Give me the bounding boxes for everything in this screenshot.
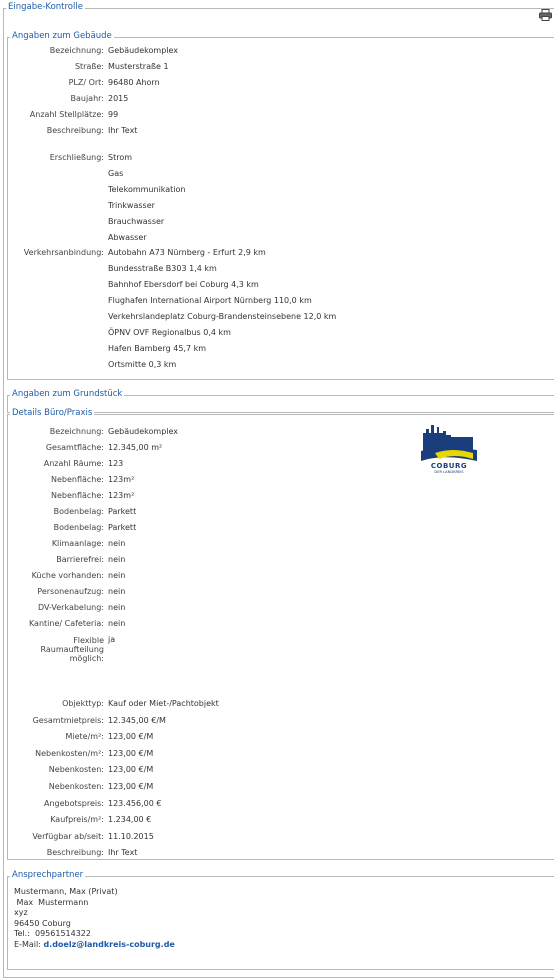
field-row [8,123,554,139]
field-value: ÖPNV OVF Regionalbus 0,4 km [108,328,231,337]
field-label: Barrierefrei: [56,555,104,564]
field-label: Beschreibung: [46,848,104,858]
field-label: PLZ/ Ort: [68,78,104,87]
field-label: Anzahl Räume: [43,459,104,468]
field-label: Gesamtmietpreis: [32,715,104,725]
field-label: Personenaufzug: [37,587,104,596]
field-label: Klimaanlage: [51,539,104,548]
field-row [8,472,554,488]
field-value: nein [108,571,126,580]
field-value: 123,00 €/M [108,782,154,791]
field-label: DV-Verkabelung: [37,603,104,612]
field-row [8,584,554,600]
field-value: nein [108,603,126,612]
field-value: 2015 [108,94,129,103]
page-title: Eingabe-Kontrolle [8,2,83,12]
field-row [8,309,554,325]
field-label: Nebenkosten/m²: [35,748,104,758]
field-value: 123 [108,459,124,468]
gebaeude-section-title: Angaben zum Gebäude [12,31,112,41]
field-label: Verkehrsanbindung: [23,248,104,257]
field-value: 1.234,00 € [108,815,152,825]
field-value: Flughafen International Airport Nürnberg 110,0 km [108,296,312,305]
field-value: 123,00 €/M [108,765,154,775]
field-row [8,713,554,729]
grundstueck-section-title: Angaben zum Grundstück [12,389,123,399]
field-value: Autobahn A73 Nürnberg - Erfurt 2,9 km [108,248,266,257]
field-label: Bezeichnung: [49,46,104,55]
field-value: 123,00 €/M [108,748,154,758]
email-label: E-Mail: [14,939,44,949]
field-label: Baujahr: [70,94,104,103]
field-value: Abwasser [108,233,147,242]
field-value: 12.345,00 m² [108,443,163,452]
field-value: nein [108,555,126,564]
buero-section-title: Details Büro/Praxis [12,408,93,418]
field-value: Verkehrslandeplatz Coburg-Brandensteinsebene 12,0 km [108,312,337,321]
field-row [8,520,554,536]
field-row [8,616,554,632]
field-row [8,779,554,795]
field-label: Angebotspreis: [43,798,104,808]
field-row [8,746,554,762]
field-row [8,293,554,309]
field-label: Nebenfläche: [50,475,104,484]
field-row [8,43,554,59]
field-value: Trinkwasser [108,201,155,210]
field-value: 123.456,00 € [108,798,162,808]
field-label: Nebenfläche: [50,491,104,500]
field-value: 123m² [108,475,135,484]
field-row [8,762,554,778]
gebaeude-section [7,37,554,380]
contact-email-row [14,939,175,950]
field-value: Parkett [108,523,137,532]
field-value: 12.345,00 €/M [108,715,166,725]
field-row [8,796,554,812]
contact-line: Mustermann, Max (Privat) [14,887,118,896]
coburg-logo [421,423,477,473]
field-label: Kantine/ Cafeteria: [28,619,104,628]
field-value: Bundesstraße B303 1,4 km [108,264,217,273]
contact-line: 96450 Coburg [14,918,71,928]
field-label: Nebenkosten: [48,782,104,791]
contact-line: Tel.: 09561514322 [14,929,91,938]
field-value: Kauf oder Miet-/Pachtobjekt [108,699,219,708]
field-label: Anzahl Stellplätze: [29,110,104,119]
contact-line: Max Mustermann [14,897,89,907]
field-value: nein [108,587,126,596]
field-label: Straße: [74,62,104,71]
field-label: Flexible Raumaufteilung möglich: [40,636,104,663]
field-row [8,261,554,277]
field-row [8,812,554,828]
field-value: 123,00 €/M [108,732,154,742]
field-value: Gebäudekomplex [108,427,179,436]
field-row [8,59,554,75]
kontakt-section [7,876,554,970]
field-value: Gas [108,169,124,178]
field-value: nein [108,539,126,548]
field-row [8,729,554,745]
field-value: Ortsmitte 0,3 km [108,360,177,369]
field-row [8,166,554,182]
field-row [8,182,554,198]
contact-line: xyz [14,908,28,917]
field-value: Brauchwasser [108,217,165,226]
field-label: Erschließung: [49,153,104,162]
field-value: Hafen Bamberg 45,7 km [108,344,207,353]
field-row [8,845,554,861]
field-row [8,325,554,341]
field-label: Bodenbelag: [53,507,104,516]
field-value: 99 [108,110,119,119]
field-value: Parkett [108,507,137,516]
field-label: Miete/m²: [65,732,104,742]
field-row [8,829,554,845]
field-value: nein [108,619,126,628]
field-row [8,107,554,123]
field-value: Ihr Text [108,126,138,135]
field-value: Gebäudekomplex [108,46,179,55]
field-row [8,568,554,584]
field-row [8,488,554,504]
field-value: Musterstraße 1 [108,62,169,71]
field-row [8,552,554,568]
field-value: Telekommunikation [108,185,186,194]
logo-subline: DER LANDKREIS [434,470,464,473]
field-value: 96480 Ahorn [108,78,160,87]
email-link[interactable]: d.doelz@landkreis-coburg.de [43,939,175,949]
field-value: Strom [108,153,133,162]
field-row [8,696,554,712]
field-label: Bodenbelag: [53,523,104,532]
buero-section [7,414,554,860]
field-row [8,150,554,166]
field-row [8,357,554,373]
field-row [8,214,554,230]
field-row [8,245,554,261]
field-row [8,600,554,616]
field-row [8,341,554,357]
field-value: Ihr Text [108,848,138,858]
field-label: Gesamtfläche: [45,443,104,452]
printer-icon[interactable] [539,9,552,21]
field-value: ja [108,635,116,644]
field-row [8,230,554,246]
field-row [8,198,554,214]
field-label: Objekttyp: [62,699,104,708]
field-label: Kaufpreis/m²: [50,815,104,825]
field-label: Nebenkosten: [48,765,104,775]
field-value: Bahnhof Ebersdorf bei Coburg 4,3 km [108,280,259,289]
field-row [8,91,554,107]
field-value: 11.10.2015 [108,831,154,841]
field-row [8,75,554,91]
field-label: Verfügbar ab/seit: [32,831,104,841]
field-label: Bezeichnung: [49,427,104,436]
field-row [8,504,554,520]
field-row [8,277,554,293]
kontakt-section-title: Ansprechpartner [12,870,84,880]
field-row [8,536,554,552]
field-label: Beschreibung: [46,126,104,135]
field-label: Küche vorhanden: [31,571,104,580]
field-value: 123m² [108,491,135,500]
logo-wordmark: COBURG [430,462,468,470]
